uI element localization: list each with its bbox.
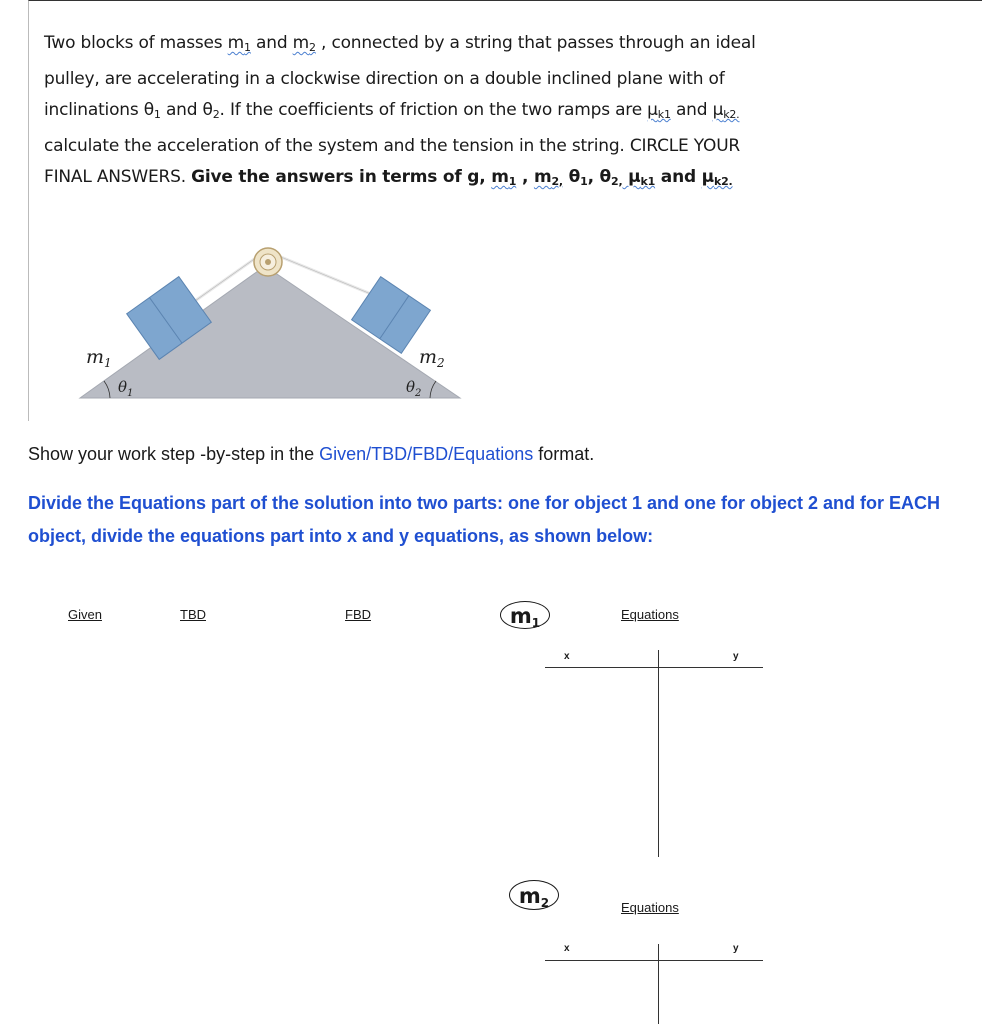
text-segment: . If the coefficients of friction on the two ramps are <box>219 100 648 120</box>
format-link: Given/TBD/FBD/Equations <box>319 444 534 464</box>
problem-line-4: calculate the acceleration of the system and the tension in the string. CIRCLE YOUR <box>44 135 741 156</box>
mu-k1-symbol <box>647 100 671 120</box>
symbol: μ <box>701 167 714 187</box>
subscript: 1 <box>531 616 541 630</box>
symbol: m <box>533 167 552 187</box>
text-segment: inclinations θ <box>44 100 154 120</box>
text-segment: , θ <box>587 167 612 187</box>
x-axis-label-m1: x <box>564 651 570 662</box>
text-segment: and <box>670 100 713 120</box>
equations-heading-m1: Equations <box>621 607 679 622</box>
mass-m2-symbol <box>293 33 316 53</box>
text-segment: , connected by a string that passes through an ideal <box>315 33 756 53</box>
text-segment: and θ <box>160 100 213 120</box>
mass-m1-symbol <box>228 33 251 53</box>
instructions <box>28 440 968 553</box>
subscript: k2. <box>713 175 733 188</box>
label-m2: $m_2$ <box>419 346 445 370</box>
label-theta2: $\theta_2$ <box>406 378 422 399</box>
subscript: k1 <box>640 175 656 188</box>
text-segment: format. <box>533 444 595 464</box>
problem-line-1 <box>44 28 844 64</box>
symbol: μ <box>647 100 658 120</box>
text-segment: FINAL ANSWERS. <box>44 167 192 187</box>
problem-statement <box>44 28 844 198</box>
text-segment: and <box>655 167 702 187</box>
subscript: 1 <box>153 108 161 121</box>
pulley <box>254 248 282 276</box>
text-segment: Show your work step -by-step in the <box>28 444 320 464</box>
equations-heading-m2: Equations <box>621 900 679 915</box>
symbol: m <box>292 33 310 53</box>
text-segment: θ <box>562 167 581 187</box>
label-theta1: $\theta_1$ <box>118 378 134 399</box>
mu-k2-symbol <box>713 100 740 120</box>
mass-m2-circle <box>509 880 559 910</box>
symbol: μ <box>712 100 724 120</box>
text-segment: Give the answers in terms of g, <box>191 167 492 187</box>
symbol: m <box>227 33 245 53</box>
label-m1: $m_1$ <box>86 346 112 370</box>
x-axis-label-m2: x <box>564 943 570 954</box>
mu-k1-symbol <box>622 167 655 187</box>
y-axis-label-m1: y <box>733 651 739 662</box>
subscript: 2, <box>551 175 563 188</box>
subscript: k1 <box>657 108 671 121</box>
text-segment: and <box>250 33 293 53</box>
mass-m1-circle <box>500 601 550 629</box>
subscript: k2. <box>723 108 740 121</box>
symbol: m <box>509 604 532 628</box>
text-segment: , <box>516 167 534 187</box>
equations-divider-horizontal-m2 <box>545 960 763 961</box>
y-axis-label-m2: y <box>733 943 739 954</box>
equations-divider-vertical-m1 <box>658 650 659 857</box>
subscript: 2 <box>540 896 550 910</box>
problem-line-2: pulley, are accelerating in a clockwise direction on a double inclined plane with of <box>44 68 725 89</box>
double-incline-figure <box>70 238 470 406</box>
equations-divider-horizontal-m1 <box>545 667 763 668</box>
mu-k2-symbol <box>702 167 733 187</box>
subscript: 1 <box>244 41 251 54</box>
tbd-heading: TBD <box>180 607 206 622</box>
symbol: μ <box>622 167 641 187</box>
subscript: 2, <box>611 175 623 188</box>
mass-m1-symbol <box>491 167 516 187</box>
equations-divider-vertical-m2 <box>658 944 659 1024</box>
given-heading: Given <box>68 607 102 622</box>
problem-line-3 <box>44 95 844 131</box>
format-instruction <box>28 440 968 468</box>
fbd-heading: FBD <box>345 607 371 622</box>
text-segment: Two blocks of masses <box>44 33 228 53</box>
subscript: 1 <box>508 175 517 188</box>
problem-line-5 <box>44 162 844 198</box>
answer-terms <box>191 167 732 187</box>
subscript: 2 <box>212 108 220 121</box>
equations-instruction: Divide the Equations part of the solution into two parts: one for object 1 and one for object 2 and for EACH object, divide the equations part into x and y equations, as shown below: <box>28 493 941 546</box>
symbol: m <box>518 884 541 908</box>
subscript: 2 <box>309 41 316 54</box>
mass-m2-symbol <box>534 167 563 187</box>
symbol: m <box>491 167 509 187</box>
subscript: 1 <box>580 175 588 188</box>
